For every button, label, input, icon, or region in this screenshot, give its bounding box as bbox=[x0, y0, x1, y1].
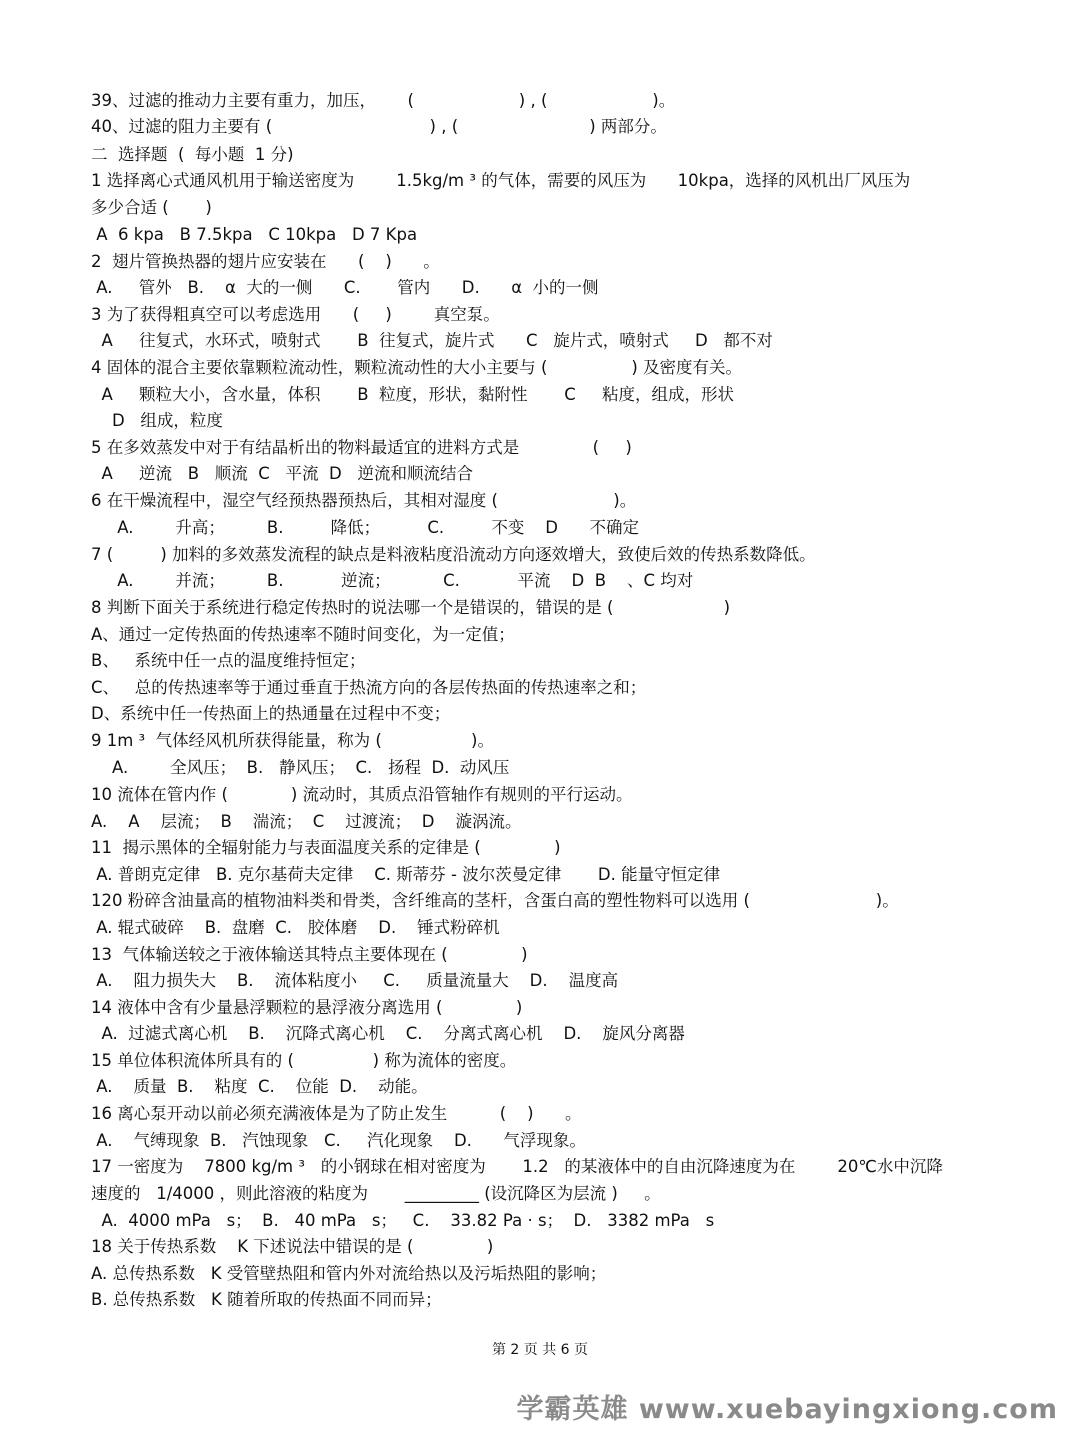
text-line: D 组成，粒度 bbox=[91, 411, 223, 430]
text-line: 6 在干燥流程中，湿空气经预热器预热后，其相对湿度 ( )。 bbox=[91, 491, 637, 510]
text-line: 3 为了获得粗真空可以考虑选用 ( ) 真空泵。 bbox=[91, 305, 500, 324]
text-line: A. 过滤式离心机 B. 沉降式离心机 C. 分离式离心机 D. 旋风分离器 bbox=[91, 1024, 685, 1043]
text-line: 8 判断下面关于系统进行稳定传热时的说法哪一个是错误的，错误的是 ( ) bbox=[91, 598, 731, 617]
text-line: B、 系统中任一点的温度维持恒定； bbox=[91, 651, 366, 670]
text-line: A. 普朗克定律 B. 克尔基荷夫定律 C. 斯蒂芬 - 波尔茨曼定律 D. 能量守恒定律 bbox=[91, 865, 721, 884]
text-line: 1 选择离心式通风机用于输送密度为 1.5kg/m ³ 的气体，需要的风压为 10kpa，选择的风机出厂风压为 bbox=[91, 171, 911, 190]
text-line: 17 一密度为 7800 kg/m ³ 的小钢球在相对密度为 1.2 的某液体中的自由沉降速度为在 20℃水中沉降 bbox=[91, 1157, 943, 1176]
text-line: 14 液体中含有少量悬浮颗粒的悬浮液分离选用 ( ) bbox=[91, 998, 523, 1017]
text-line: A. 阻力损失大 B. 流体粘度小 C. 质量流量大 D. 温度高 bbox=[91, 971, 619, 990]
text-line: A. 全风压； B. 静风压； C. 扬程 D. 动风压 bbox=[91, 758, 510, 777]
text-line: A. 4000 mPa s； B. 40 mPa s； C. 33.82 Pa · s； D. 3382 mPa s bbox=[91, 1211, 715, 1230]
text-line: A、通过一定传热面的传热速率不随时间变化，为一定值； bbox=[91, 625, 515, 644]
text-line: B. 总传热系数 K 随着所取的传热面不同而异； bbox=[91, 1290, 442, 1309]
text-line: A. 总传热系数 K 受管壁热阻和管内外对流给热以及污垢热阻的影响； bbox=[91, 1264, 607, 1283]
text-line: A 往复式，水环式，喷射式 B 往复式，旋片式 C 旋片式，喷射式 D 都不对 bbox=[91, 331, 773, 350]
text-line: A. A 层流； B 湍流； C 过渡流； D 漩涡流。 bbox=[91, 812, 522, 831]
text-line: A. 辊式破碎 B. 盘磨 C. 胶体磨 D. 锤式粉碎机 bbox=[91, 918, 500, 937]
text-line: A 逆流 B 顺流 C 平流 D 逆流和顺流结合 bbox=[91, 464, 473, 483]
text-line: 二 选择题 ( 每小题 1 分) bbox=[91, 145, 294, 164]
text-line: A 颗粒大小，含水量，体积 B 粒度，形状，黏附性 C 粘度，组成，形状 bbox=[91, 385, 734, 404]
text-line: A. 气缚现象 B. 汽蚀现象 C. 汽化现象 D. 气浮现象。 bbox=[91, 1131, 586, 1150]
text-line: 11 揭示黑体的全辐射能力与表面温度关系的定律是 ( ) bbox=[91, 838, 561, 857]
watermark: 学霸英雄 www.xuebayingxiong.com bbox=[516, 1394, 1058, 1425]
page-footer: 第 2 页 共 6 页 bbox=[491, 1342, 589, 1358]
text-line: 5 在多效蒸发中对于有结晶析出的物料最适宜的进料方式是 ( ) bbox=[91, 438, 632, 457]
text-line: A. 质量 B. 粘度 C. 位能 D. 动能。 bbox=[91, 1077, 428, 1096]
text-line: 4 固体的混合主要依靠颗粒流动性，颗粒流动性的大小主要与 ( ) 及密度有关。 bbox=[91, 358, 743, 377]
text-line: A. 管外 B. α 大的一侧 C. 管内 D. α 小的一侧 bbox=[91, 278, 599, 297]
text-line: 7 ( ) 加料的多效蒸发流程的缺点是料液粘度沿流动方向逐效增大，致使后效的传热系数降低。 bbox=[91, 545, 816, 564]
text-line: A. 并流； B. 逆流； C. 平流 D B 、C 均对 bbox=[91, 571, 694, 590]
text-line: D、系统中任一传热面上的热通量在过程中不变； bbox=[91, 704, 451, 723]
text-line: A. 升高； B. 降低； C. 不变 D 不确定 bbox=[91, 518, 639, 537]
text-line: 40、过滤的阻力主要有 ( ) , ( ) 两部分。 bbox=[91, 117, 667, 136]
text-line: A 6 kpa B 7.5kpa C 10kpa D 7 Kpa bbox=[91, 225, 418, 244]
text-line: 速度的 1/4000 ，则此溶液的粘度为 _________ (设沉降区为层流 ) 。 bbox=[91, 1184, 661, 1203]
text-line: 39、过滤的推动力主要有重力，加压， ( ) , ( )。 bbox=[91, 91, 676, 110]
text-line: 120 粉碎含油量高的植物油料类和骨类，含纤维高的茎杆，含蛋白高的塑性物料可以选用 ( )。 bbox=[91, 891, 899, 910]
text-line: 9 1m ³ 气体经风机所获得能量，称为 ( )。 bbox=[91, 731, 494, 750]
text-line: 13 气体输送较之于液体输送其特点主要体现在 ( ) bbox=[91, 945, 528, 964]
text-line: C、 总的传热速率等于通过垂直于热流方向的各层传热面的传热速率之和； bbox=[91, 678, 647, 697]
text-line: 16 离心泵开动以前必须充满液体是为了防止发生 ( ) 。 bbox=[91, 1104, 582, 1123]
text-line: 2 翅片管换热器的翅片应安装在 ( ) 。 bbox=[91, 252, 440, 271]
text-line: 多少合适 ( ) bbox=[91, 198, 212, 217]
text-line: 18 关于传热系数 K 下述说法中错误的是 ( ) bbox=[91, 1237, 494, 1256]
text-line: 15 单位体积流体所具有的 ( ) 称为流体的密度。 bbox=[91, 1051, 517, 1070]
text-line: 10 流体在管内作 ( ) 流动时，其质点沿管轴作有规则的平行运动。 bbox=[91, 785, 633, 804]
